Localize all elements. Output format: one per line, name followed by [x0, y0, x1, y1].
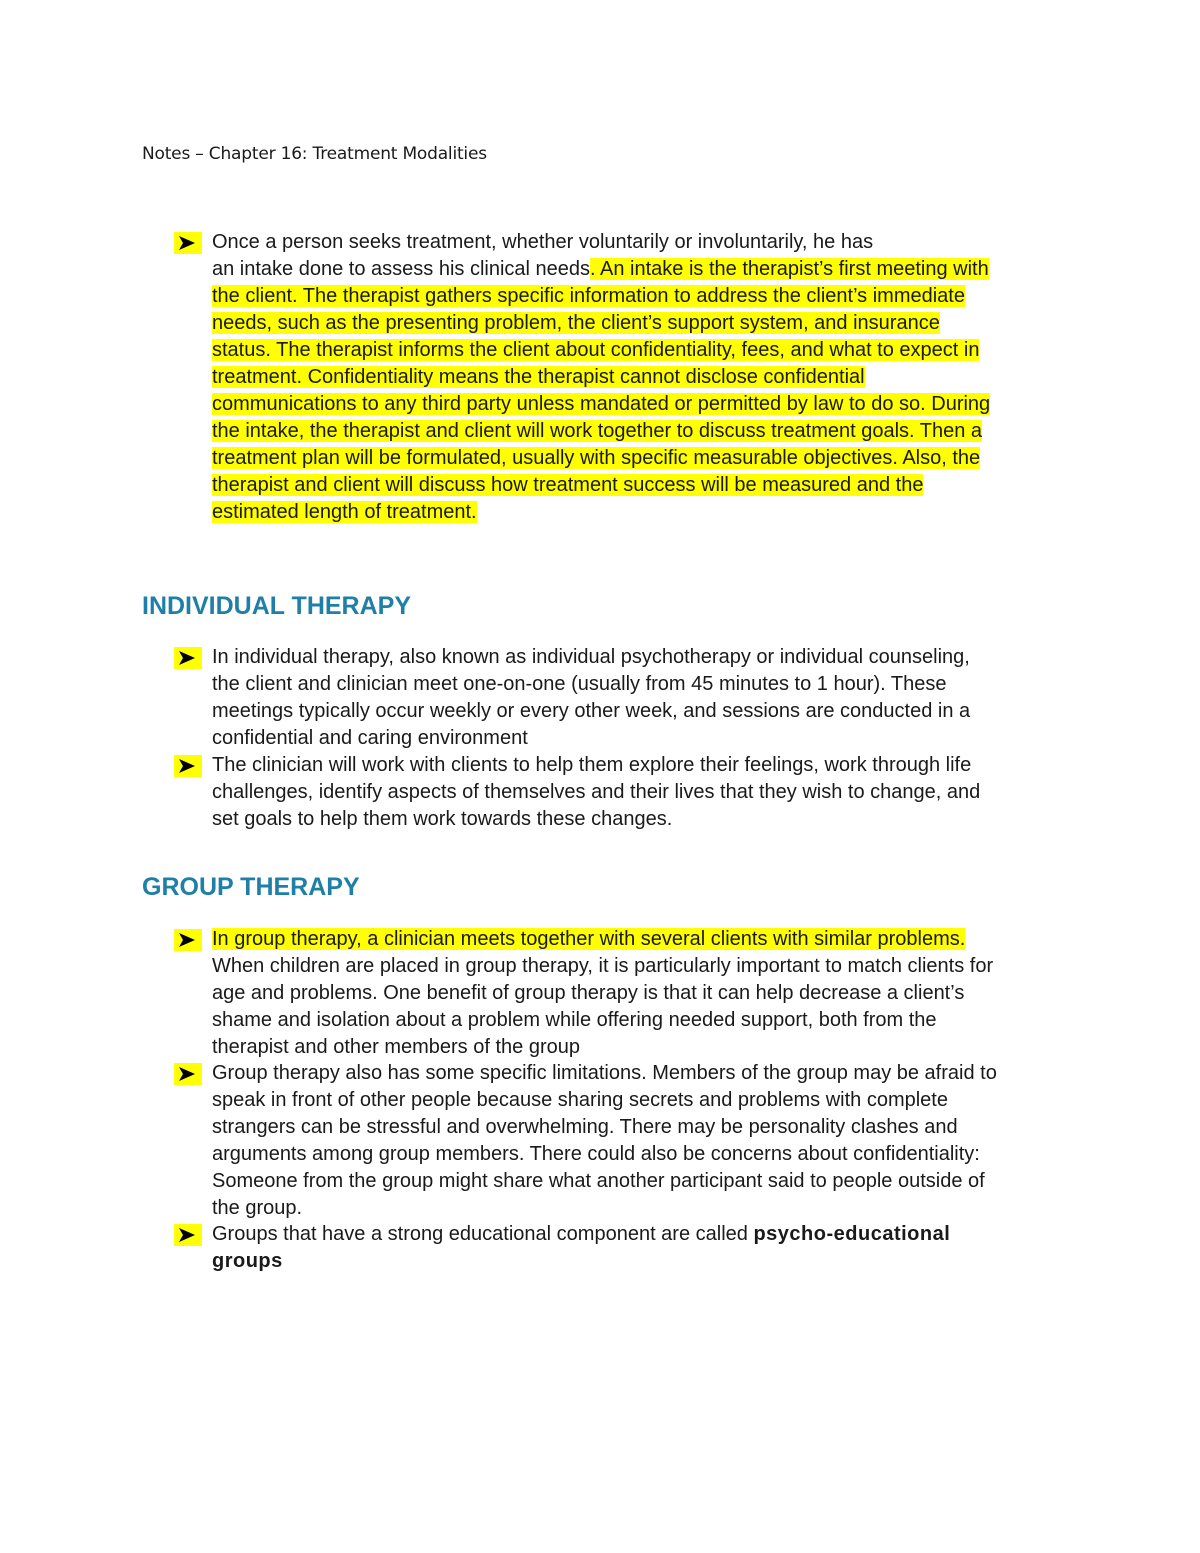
intro-paragraph: [212, 229, 1072, 526]
text-line: Someone from the group might share what another participant said to people outside of: [212, 1170, 985, 1192]
group-therapy-heading: GROUP THERAPY: [142, 873, 360, 901]
document-title: Notes – Chapter 16: Treatment Modalities: [142, 144, 487, 164]
text-line: the intake, the therapist and client will work together to discuss treatment goals. Then a: [212, 420, 983, 442]
text-line: The clinician will work with clients to help them explore their feelings, work through life: [212, 754, 972, 776]
text-line: Once a person seeks treatment, whether voluntarily or involuntarily, he has: [212, 231, 874, 253]
group-item-3: [212, 1221, 1072, 1275]
text-line: challenges, identify aspects of themselves and their lives that they wish to change, and: [212, 781, 981, 803]
text-line: When children are placed in group therapy, it is particularly important to match clients for: [212, 955, 994, 977]
bold-term: groups: [212, 1250, 283, 1272]
text-line: needs, such as the presenting problem, the client’s support system, and insurance: [212, 312, 940, 334]
individual-item-1: [212, 644, 1072, 752]
text-line: therapist and other members of the group: [212, 1036, 580, 1058]
bold-term: psycho-educational: [753, 1223, 951, 1245]
group-item-1: [212, 926, 1072, 1061]
text-line: strangers can be stressful and overwhelming. There may be personality clashes and: [212, 1116, 958, 1138]
text-line: Group therapy also has some specific limitations. Members of the group may be afraid to: [212, 1062, 997, 1084]
text-line: an intake done to assess his clinical needs. An intake is the therapist’s first meeting with: [212, 258, 989, 280]
text-line: In individual therapy, also known as individual psychotherapy or individual counseling,: [212, 646, 970, 668]
arrowhead-bullet-icon: [174, 755, 202, 777]
text-line: speak in front of other people because sharing secrets and problems with complete: [212, 1089, 948, 1111]
arrowhead-bullet-icon: [174, 1224, 202, 1246]
text-line: treatment. Confidentiality means the therapist cannot disclose confidential: [212, 366, 865, 388]
individual-item-2: [212, 752, 1072, 833]
text-line: age and problems. One benefit of group therapy is that it can help decrease a client’s: [212, 982, 965, 1004]
text-line: the group.: [212, 1197, 303, 1219]
text-line: confidential and caring environment: [212, 727, 528, 749]
text-line: the client and clinician meet one-on-one (usually from 45 minutes to 1 hour). These: [212, 673, 947, 695]
text-line: set goals to help them work towards these changes.: [212, 808, 673, 830]
text-line: status. The therapist informs the client about confidentiality, fees, and what to expect in: [212, 339, 980, 361]
text-line: [212, 1248, 1072, 1275]
arrowhead-bullet-icon: [174, 232, 202, 254]
arrowhead-bullet-icon: [174, 929, 202, 951]
text-line: treatment plan will be formulated, usually with specific measurable objectives. Also, the: [212, 447, 981, 469]
text-line: In group therapy, a clinician meets together with several clients with similar problems.: [212, 928, 966, 950]
text-line: the client. The therapist gathers specific information to address the client’s immediate: [212, 285, 965, 307]
text-line: Groups that have a strong educational component are called psycho-educational: [212, 1223, 951, 1245]
arrowhead-bullet-icon: [174, 647, 202, 669]
text-line: meetings typically occur weekly or every other week, and sessions are conducted in a: [212, 700, 971, 722]
individual-therapy-heading: INDIVIDUAL THERAPY: [142, 592, 412, 620]
text-line: therapist and client will discuss how treatment success will be measured and the: [212, 474, 924, 496]
group-item-2: [212, 1060, 1072, 1222]
text-line: estimated length of treatment.: [212, 501, 477, 523]
text-line: shame and isolation about a problem while offering needed support, both from the: [212, 1009, 937, 1031]
arrowhead-bullet-icon: [174, 1063, 202, 1085]
text-line: arguments among group members. There could also be concerns about confidentiality:: [212, 1143, 980, 1165]
text-line: communications to any third party unless mandated or permitted by law to do so. During: [212, 393, 991, 415]
